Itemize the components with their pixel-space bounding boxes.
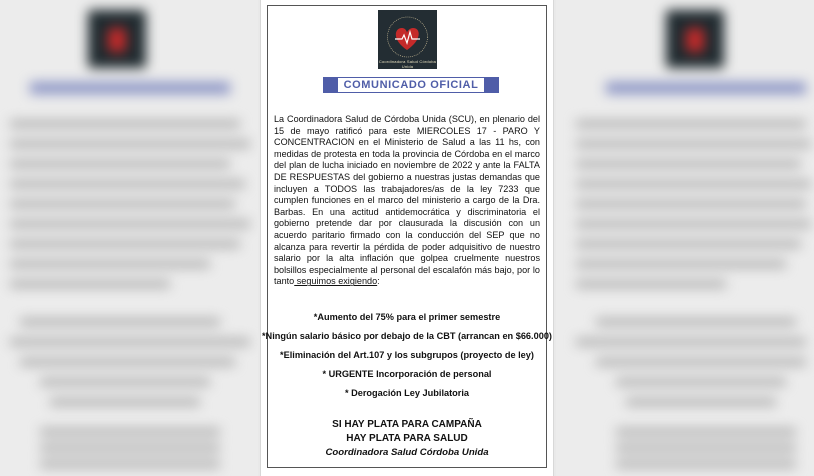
body-text-underlined: seguimos exigiendo [294,276,378,287]
blurred-preview-right [556,0,814,476]
demand-item: *Aumento del 75% para el primer semestre [313,312,501,322]
blurred-logo-left [88,10,146,68]
demand-item: * Derogación Ley Jubilatoria [344,388,470,398]
body-text-end: : [377,276,380,287]
logo-subtitle: Coordinadora Salud Córdoba Unida [378,59,437,69]
body-paragraph [274,114,540,288]
blurred-logo-right [666,10,724,68]
blurred-banner-left [30,82,230,94]
blurred-banner-right [606,82,806,94]
organization-logo [378,10,437,69]
title-banner [323,77,499,93]
demand-item: * URGENTE Incorporación de personal [322,369,492,379]
slogan-line-2: HAY PLATA PARA SALUD [346,433,468,444]
demand-item: *Eliminación del Art.107 y los subgrupos (proyecto de ley) [280,350,534,360]
slogan-line-1: SI HAY PLATA PARA CAMPAÑA [332,419,482,430]
document-title: COMUNICADO OFICIAL [338,78,485,92]
document-page [260,0,554,476]
demand-item: *Ningún salario básico por debajo de la CBT (arrancan en $66.000) [261,331,552,341]
blurred-preview-left [0,0,258,476]
signature: Coordinadora Salud Córdoba Unida [325,447,489,458]
body-text-main: La Coordinadora Salud de Córdoba Unida (SCU), en plenario del 15 de mayo ratificó para este MIERCOLES 17 - PARO Y CONCENTRACION en el Ministerio de Salud a las 11 hs, con medidas de protesta en toda la provincia de Córdoba en el marco del plan de lucha iniciado en noviembre de 2022 y ante la FALTA DE RESPUESTAS del gobierno a nuestras justas demandas que incluyen a TODOS las trabajadores/as de la ley 7233 que cumplen funciones en el marco del ministerio a cargo de la Dra. Barbas. En una actitud antidemocrática y discriminatoria el gobierno pretende dar por clausurada la discusión con un acuerdo paritario firmado con la conducción del SEP que no alcanza para revertir la pérdida de poder adquisitivo de nuestro salario por la alta inflación que golpea cruelmente nuestros bolsillos especialmente al personal del escalafón más bajo, por lo tanto [274,114,540,287]
